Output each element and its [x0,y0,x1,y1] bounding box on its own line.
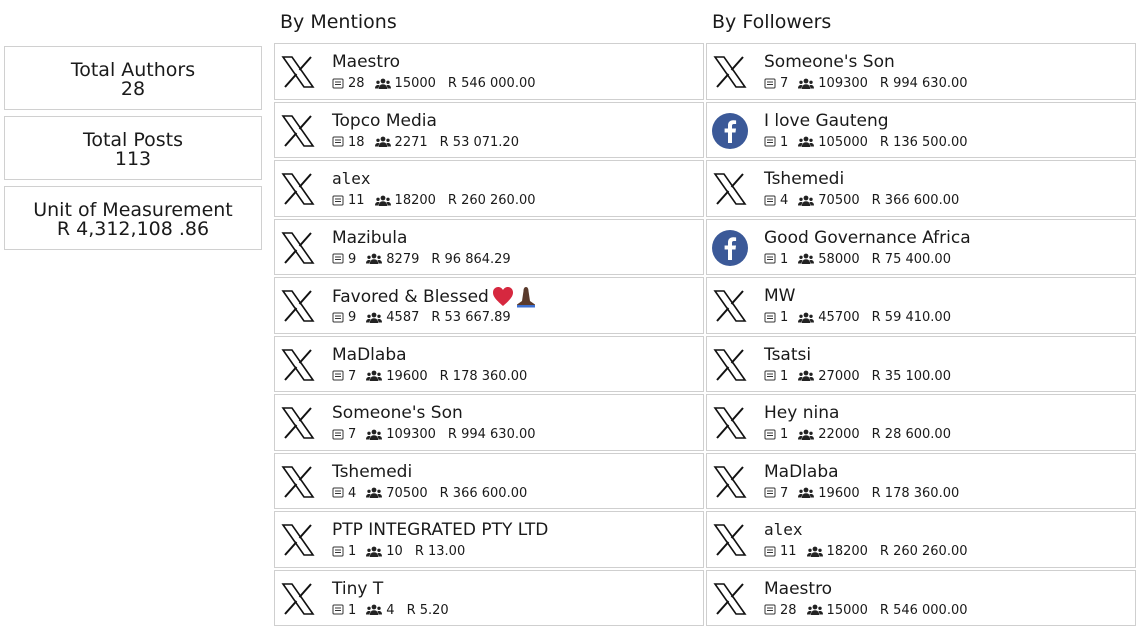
by-followers-row[interactable] [706,160,1136,217]
followers-icon [366,312,382,324]
followers-icon [366,429,382,441]
posts-count: 1 [780,368,789,384]
author-stats [332,135,519,150]
by-mentions-row[interactable] [274,160,704,217]
by-followers-row[interactable] [706,511,1136,568]
by-followers-list [706,43,1136,628]
ave-value: R 546 000.00 [879,602,968,618]
posts-icon [764,546,776,558]
ave-value: R 53 071.20 [439,134,519,150]
posts-icon [332,253,344,265]
heart-pray-emoji [493,286,539,308]
followers-icon [798,195,814,207]
by-followers-row[interactable] [706,570,1136,627]
followers-count: 58000 [818,251,860,267]
followers-icon [366,253,382,265]
by-followers-row[interactable] [706,43,1136,100]
by-mentions-row[interactable] [274,219,704,276]
author-name: Good Governance Africa [764,227,971,248]
x-icon [712,464,748,500]
posts-count: 1 [780,134,789,150]
posts-icon [764,429,776,441]
by-mentions-row[interactable] [274,394,704,451]
author-name: Tshemedi [332,461,413,482]
author-stats [332,193,536,208]
posts-icon [764,195,776,207]
posts-icon [332,136,344,148]
by-mentions-row[interactable] [274,102,704,159]
ave-value: R 546 000.00 [447,76,536,91]
author-name: Tsatsi [764,344,812,365]
total-posts-label: Total Posts [82,129,184,151]
author-stats [764,193,959,208]
author-name: I love Gauteng [764,110,889,131]
ave-value: R 35 100.00 [871,368,951,384]
ave-value: R 13.00 [414,544,466,559]
followers-icon [375,195,391,207]
x-icon [280,581,316,617]
posts-icon [332,78,344,90]
posts-icon [332,195,344,207]
by-mentions-row[interactable] [274,511,704,568]
facebook-icon [712,230,748,266]
ave-value: R 5.20 [406,602,449,618]
author-name: Tiny T [332,578,384,599]
author-stats [332,427,536,442]
ave-value: R 75 400.00 [871,251,951,267]
uom-label: Unit of Measurement [33,199,233,221]
posts-count: 4 [780,193,789,208]
author-name: MW [764,286,796,306]
posts-icon [764,253,776,265]
followers-icon [798,78,814,90]
ave-value: R 260 260.00 [447,193,536,208]
followers-count: 4587 [386,310,420,325]
posts-count: 28 [780,602,797,618]
total-authors-card [4,46,262,110]
posts-icon [332,546,344,558]
by-mentions-row[interactable] [274,570,704,627]
author-stats [764,427,951,442]
x-icon [712,54,748,90]
x-icon [712,522,748,558]
followers-count: 8279 [386,251,420,267]
by-mentions-row[interactable] [274,43,704,100]
author-name: Maestro [764,578,833,599]
total-posts-card [4,116,262,180]
followers-count: 105000 [818,134,868,150]
followers-count: 10 [386,544,403,559]
author-name: MaDlaba [332,344,407,365]
posts-count: 18 [348,134,365,150]
followers-count: 22000 [818,427,860,442]
x-icon [712,405,748,441]
author-name: alex [332,169,371,188]
total-posts-value: 113 [114,148,152,170]
author-name: Someone's Son [764,52,895,72]
author-stats [332,603,449,618]
followers-icon [375,78,391,90]
posts-icon [764,370,776,382]
posts-count: 11 [780,544,797,559]
total-authors-label: Total Authors [70,59,196,81]
author-name: PTP INTEGRATED PTY LTD [332,520,549,540]
x-icon [280,288,316,324]
followers-count: 19600 [818,485,860,501]
posts-count: 7 [348,427,357,442]
author-stats [332,486,527,501]
ave-value: R 53 667.89 [431,310,511,325]
followers-count: 2271 [394,134,428,150]
posts-count: 7 [780,485,789,501]
posts-count: 28 [348,76,365,91]
posts-icon [332,429,344,441]
author-stats [764,135,968,150]
ave-value: R 28 600.00 [871,427,951,442]
author-stats [332,544,465,559]
ave-value: R 178 360.00 [439,368,528,384]
by-followers-title: By Followers [712,11,832,33]
posts-icon [764,78,776,90]
by-followers-row[interactable] [706,336,1136,393]
followers-count: 109300 [818,76,868,91]
posts-icon [764,312,776,324]
followers-count: 19600 [386,368,428,384]
posts-icon [332,312,344,324]
author-name: Favored & Blessed [332,286,539,308]
unit-of-measurement-card [4,186,262,250]
author-stats [332,252,511,267]
author-name: alex [764,520,803,539]
followers-icon [807,546,823,558]
x-icon [712,347,748,383]
ave-value: R 994 630.00 [447,427,536,442]
posts-icon [764,487,776,499]
by-mentions-list [274,43,704,628]
ave-value: R 178 360.00 [871,485,960,501]
ave-value: R 366 600.00 [439,485,528,501]
ave-value: R 59 410.00 [871,310,951,325]
ave-value: R 366 600.00 [871,193,960,208]
posts-count: 11 [348,193,365,208]
followers-icon [366,546,382,558]
author-name: Mazibula [332,227,408,248]
followers-icon [798,370,814,382]
author-stats [764,252,951,267]
ave-value: R 260 260.00 [879,544,968,559]
posts-icon [332,487,344,499]
posts-count: 7 [348,368,357,384]
author-stats [764,369,951,384]
posts-count: 1 [780,310,789,325]
posts-count: 9 [348,310,357,325]
posts-count: 9 [348,251,357,267]
author-stats [332,76,536,91]
followers-count: 70500 [386,485,428,501]
followers-icon [366,370,382,382]
x-icon [280,405,316,441]
author-name: Someone's Son [332,403,463,423]
author-stats [764,76,968,91]
followers-count: 15000 [826,602,868,618]
followers-icon [798,487,814,499]
author-stats [332,369,527,384]
x-icon [280,347,316,383]
followers-count: 18200 [394,193,436,208]
author-stats [764,544,968,559]
posts-count: 1 [780,251,789,267]
author-name: Topco Media [332,110,437,131]
by-mentions-title: By Mentions [280,11,397,33]
followers-icon [798,253,814,265]
posts-count: 1 [348,544,357,559]
followers-count: 70500 [818,193,860,208]
posts-icon [332,370,344,382]
author-name: Maestro [332,52,401,72]
x-icon [712,581,748,617]
facebook-icon [712,113,748,149]
x-icon [280,522,316,558]
uom-value: R 4,312,108 .86 [56,218,210,240]
x-icon [280,230,316,266]
x-icon [280,171,316,207]
x-icon [280,54,316,90]
author-name: Tshemedi [764,169,845,189]
posts-icon [332,604,344,616]
followers-count: 18200 [826,544,868,559]
followers-icon [798,429,814,441]
posts-count: 1 [348,602,357,618]
posts-count: 7 [780,76,789,91]
by-followers-row[interactable] [706,277,1136,334]
x-icon [280,113,316,149]
by-followers-row[interactable] [706,453,1136,510]
followers-icon [366,604,382,616]
posts-count: 1 [780,427,789,442]
ave-value: R 96 864.29 [431,251,511,267]
followers-count: 109300 [386,427,436,442]
by-mentions-row[interactable] [274,277,704,334]
author-stats [764,486,959,501]
followers-icon [798,136,814,148]
followers-count: 4 [386,602,395,618]
followers-icon [807,604,823,616]
x-icon [712,288,748,324]
followers-count: 15000 [394,76,436,91]
by-followers-row[interactable] [706,102,1136,159]
author-name: MaDlaba [764,461,839,482]
author-stats [764,603,968,618]
followers-count: 45700 [818,310,860,325]
followers-icon [375,136,391,148]
posts-icon [764,136,776,148]
by-mentions-row[interactable] [274,336,704,393]
x-icon [280,464,316,500]
posts-count: 4 [348,485,357,501]
x-icon [712,171,748,207]
author-name: Hey nina [764,403,840,423]
by-mentions-row[interactable] [274,453,704,510]
ave-value: R 994 630.00 [879,76,968,91]
author-stats [332,310,511,325]
posts-icon [764,604,776,616]
author-stats [764,310,951,325]
followers-icon [798,312,814,324]
total-authors-value: 28 [120,78,146,100]
ave-value: R 136 500.00 [879,134,968,150]
by-followers-row[interactable] [706,219,1136,276]
followers-icon [366,487,382,499]
by-followers-row[interactable] [706,394,1136,451]
followers-count: 27000 [818,368,860,384]
